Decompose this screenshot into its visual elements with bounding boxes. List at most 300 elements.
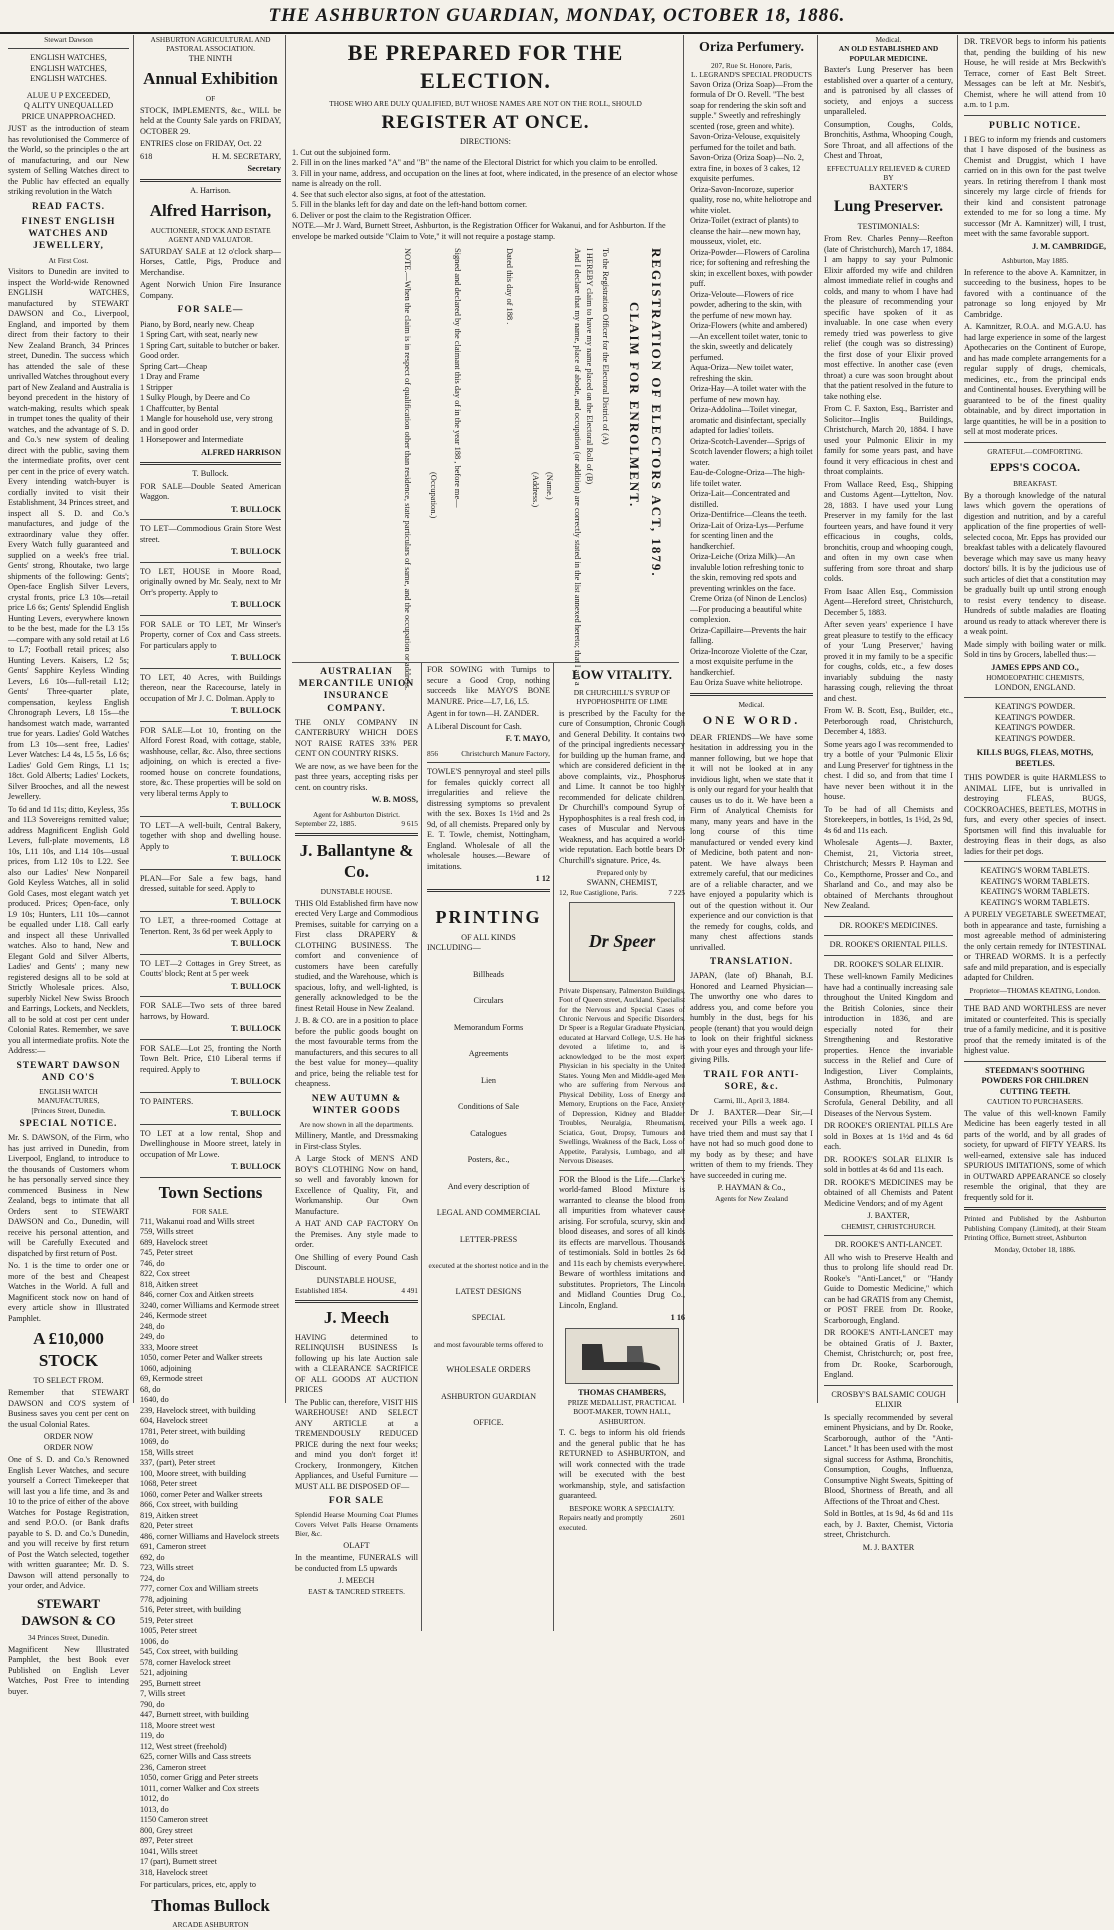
printing-letter: LETTER-PRESS — [459, 1234, 518, 1244]
harrison-sig: ALFRED HARRISON — [201, 447, 281, 457]
order-body: One of S. D. and Co.'s Renowned English Lever Watches, and secure yourself a Correct Timekeeper that will last you a life time, and 3s and 10 to the price of either of the above Watches for Postage Registration, and send P.O.O. (or Bank drafts payable to S. D. and Co.'s Dunedin, and you will receive by first return of Post the Watch selected, together with written guarantee; Mr. D. S. Dawson will attend personally to your order, and Advice. — [8, 1455, 129, 1591]
mayo-sig: F. T. MAYO, — [505, 734, 550, 744]
steedman-body: The value of this well-known Family Medicine has been eagerly tested in all parts of the world, and by all grades of society, for upward of FIFTY YEARS. Its well-earned, extensive sale has induced SPURIOUS IMITATIONS, some of which in OUTWARD APPEARANCE so closely resemble the original, that they are frequently sold for it. — [964, 1108, 1106, 1202]
test-2: From C. F. Saxton, Esq., Barrister and Solicitor—Inglis Buildings, Christchurch, March 20, 1884. I have used your Pulmonic Elixir in my family for some years past, and have found it very efficacious in chest and throat complaints. — [824, 404, 953, 477]
ballantyne-ref: 4 491 — [401, 1286, 418, 1296]
bullock-ad: FOR SALE—Lot 25, fronting the North Town Belt. Price, £10 Liberal terms if required. Apply to — [140, 1043, 281, 1074]
divider — [964, 1061, 1106, 1062]
section-item: 625, corner Wills and Cass streets — [140, 1752, 251, 1762]
section-item: 578, corner Havelock street — [140, 1657, 231, 1667]
vitality-prep: Prepared only by — [596, 868, 648, 878]
bullock-ads — [140, 482, 281, 1178]
worm-line: KEATING'S WORM TABLETS. — [980, 866, 1090, 876]
meech-olaf: OLAFT — [343, 1540, 370, 1550]
divider — [140, 721, 281, 722]
amc-date-line — [295, 819, 418, 828]
ballantyne-est: Established 1854. — [295, 1286, 348, 1296]
divider — [140, 615, 281, 616]
print-date: Monday, October 18, 1886. — [994, 1244, 1076, 1254]
trail-heading: TRAIL FOR ANTI-SORE, &c. — [703, 1069, 800, 1092]
oriza-item: Oriza-Flowers (white and ambered)—An excellent toilet water, tonic to the skin, sweetly and delicately perfumed. — [690, 321, 808, 362]
mayo-agent: Agent in for town—H. ZANDER. — [427, 709, 539, 719]
oriza-item: Oriza-Powder—Flowers of Carolina rice; for softening and refreshing the skin; in excellent boxes, with powder puff. — [690, 247, 813, 289]
section-item: 866, Cox street, with building — [140, 1500, 238, 1510]
ballantyne-stock: A Large Stock of MEN'S AND BOY'S CLOTHING Now on hand, so well and favorably known for Excellence of Quality, Fit, and Workmanship. Our Own Manufacture. — [295, 1154, 418, 1216]
thomas-bullock: Thomas Bullock — [151, 1895, 270, 1915]
printing-item: Posters, &c., — [467, 1155, 510, 1165]
section-item: 1640, do — [140, 1395, 169, 1405]
divider — [140, 996, 281, 997]
form-line-2: I HEREBY claim to have my name placed on the Electoral Roll of (B) — [585, 248, 594, 485]
direction-item: 4. See that such elector also signs, at foot of the attestation. — [292, 189, 486, 199]
trevor: DR. TREVOR begs to inform his patients that, pending the building of his new House, he will reside at Mrs Beckwith's Terrace, corner of East Belt Street. Messages can be left at Mr. Nesbit's, Chemist, where he will attend from 10 a.m. to 1 p.m. — [964, 37, 1106, 109]
sale-item: 1 Dray and Frame — [140, 372, 200, 381]
printing-item: Agreements — [468, 1049, 509, 1059]
sale-item: 1 Spring Cart, suitable to butcher or baker. Good order. — [140, 340, 280, 360]
bullock-sig: T. BULLOCK — [231, 1024, 281, 1033]
english-watches-3: ENGLISH WATCHES. — [30, 74, 107, 84]
bullock-ad: TO LET at a low rental, Shop and Dwellinghouse in Moore street, lately in occupation of Mr Lowe. — [140, 1128, 281, 1159]
section-item: 1011, corner Walker and Cox streets — [140, 1783, 259, 1793]
james-epps: JAMES EPPS AND CO., — [991, 662, 1079, 672]
section-item: 333, Moore street — [140, 1342, 198, 1352]
election-warn: THOSE WHO ARE DULY QUALIFIED, BUT WHOSE NAMES ARE NOT ON THE ROLL, SHOULD — [329, 99, 642, 109]
medical-heading: Medical. — [738, 699, 765, 709]
baxter-price: To be had of all Chemists and Storekeepers, in bottles, 1s 1½d, 2s 9d, 4s 6d and 11s each. — [824, 804, 953, 835]
keating-line: KEATING'S POWDER. — [994, 723, 1076, 733]
columns — [4, 35, 1110, 1930]
meech-forsale: FOR SALE — [328, 1496, 385, 1507]
trail-body: Dr J. BAXTER—Dear Sir,—I received your Pills a week ago. I have tried them and must say that I have not had so much good done to my body as by these; and have written of them to my friends. They have succeeded in curing me. — [690, 1107, 813, 1180]
section-item: 692, do — [140, 1552, 165, 1562]
bespoke: BESPOKE WORK A SPECIALTY. — [569, 1503, 675, 1513]
printing-list — [427, 970, 550, 1166]
oriza-item: Eau-de-Cologne-Oriza—The high-life toilet water. — [690, 468, 805, 488]
rooke-pills-price: DR ROOKE'S ORIENTAL PILLS Are sold in Boxes at 1s 1½d and 4s 6d each. — [824, 1121, 953, 1152]
section-item: 1050, corner Grigg and Peter streets — [140, 1773, 259, 1783]
bullock-ad: TO LET, 40 Acres, with Buildings thereon, near the Racecourse, lately in occupation of Mr J. C. Dolman. Apply to — [140, 672, 281, 703]
stewart-dawson-address: 34 Princes Street, Dunedin. — [27, 1633, 110, 1643]
bullock-ad: TO LET—2 Cottages in Grey Street, as Coutts' block; Rent at 5 per week — [140, 958, 281, 978]
breakfast: BREAKFAST. — [1013, 479, 1057, 489]
section-item: 897, Peter street — [140, 1836, 193, 1846]
section-item: 777, corner Cox and William streets — [140, 1584, 259, 1594]
section-item: 723, Wills street — [140, 1563, 194, 1573]
cambridge-sig: J. M. CAMBRIDGE, — [1032, 241, 1106, 251]
towle-body: TOWLE'S pennyroyal and steel pills for females quickly correct all irregularities and relieve the distressing symptoms so prevalent with the sex. Boxes 1s 1½d and 2s 9d, of all chemists. Prepared only by E. T. Towle, chemist, Nottingham, England. Wholesale of all the wholesale houses.—Beware of imitations. — [427, 767, 550, 871]
assoc-name: ASHBURTON AGRICULTURAL AND PASTORAL ASSOCIATION. — [150, 35, 271, 54]
divider — [140, 869, 281, 870]
baxter-sig: M. J. BAXTER — [862, 1542, 915, 1552]
section-item: 295, Burnett street — [140, 1678, 201, 1688]
sections-list — [140, 1217, 281, 1879]
oriza-title: Oriza Perfumery. — [699, 40, 804, 55]
section-item: 1060, corner Peter and Walker streets — [140, 1489, 263, 1499]
meech-body: HAVING determined to RELINQUISH BUSINESS Is following up his late Auction sale with a CLEARANCE SACRIFICE OF ALL GOODS AT AUCTION PRICES — [295, 1332, 418, 1395]
column-stewart-dawson — [4, 35, 134, 1696]
special-notice: SPECIAL NOTICE. — [19, 1119, 118, 1130]
ballantyne-est-line — [295, 1286, 418, 1295]
harrison-sale-list — [140, 320, 281, 446]
section-item: 1150 Cameron street — [140, 1815, 208, 1825]
printing-item: Memorandum Forms — [453, 1022, 524, 1032]
sale-item: 1 Chaffcutter, by Bental — [140, 403, 219, 413]
ballantyne-sub: DUNSTABLE HOUSE. — [320, 887, 393, 897]
steedman: STEEDMAN'S SOOTHING POWDERS FOR CHILDREN CUTTING TEETH. — [981, 1065, 1089, 1096]
section-item: 1005, Peter street — [140, 1626, 198, 1636]
column-local-ads — [136, 35, 286, 1930]
swann-line — [559, 888, 685, 897]
crosby-body: Is specially recommended by several eminent Physicians, and by Dr. Rooke, Scarborough, author of the "Anti-Lancet." It has been used with the most signal success for Asthma, Bronchitis, Consumption, Coughs, Influenza, Consumptive Night Sweats, Spitting of Blood, Shortness of Breath, and all Affections of the Throat and Chest. — [824, 1412, 953, 1506]
section-item: 778, adjoining — [140, 1594, 188, 1604]
divider — [140, 1039, 281, 1040]
oriza-item: Oriza-Addolina—Toilet vinegar, aromatic and disinfectant, specially adapted for ladies' toilets. — [690, 405, 806, 436]
section-item: 1006, do — [140, 1636, 169, 1646]
epps-made: Made simply with boiling water or milk. Sold in tins by Grocers, labelled thus:— — [964, 639, 1106, 660]
section-item: 822, Cox street — [140, 1269, 190, 1279]
sale-item: 1 Mangle for household use, very strong and in good order — [140, 414, 273, 434]
speer-body: Private Dispensary, Palmerston Buildings, Foot of Queen street, Auckland. Specialist for the Nervous and Special Cases of Chronic Nervous and Specific Disorders. Dr Speer is a Regular Graduate Physician, educated at Harvard College, U.S. He has devoted a lifetime to, and is acknowledged to be the most expert Physician in his specialty in the United States. Young Men and Middle-aged Men who are suffering from Nervous and Physical Debility, Loss of Energy and Memory, Eruptions on the Face, Anxiety of Depression, Kidney and Bladder Troubles, Neuralgia, Rheumatism, Sciatica, Gout, Dropsy, Tumours and Swellings, Weakness of the Back, Loss of Appetite, Paralysis, Lumbago, and all Nervous Diseases. — [559, 985, 685, 1166]
divider — [964, 999, 1106, 1000]
section-item: 118, Moore street west — [140, 1720, 215, 1730]
test-4: From Isaac Allen Esq., Commission Agent—Hereford street, Christchurch, December 5, 1883. — [824, 586, 953, 617]
bullock-sig: T. BULLOCK — [231, 981, 281, 991]
ballantyne-body: THIS Old Established firm have now erected Very Large and Commodious Premises, suitable for carrying on a First class DRAPERY & CLOTHING BUSINESS. The comfort and convenience of customers have been carefully studied, and the Warehouse, which is spacious, lofty, and well-lighted, is generally acknowledged to be the finest Retail House in New Zealand. — [295, 898, 418, 1013]
bullock-ad: TO LET, a three-roomed Cottage at Tenerton. Rent, 3s 6d per week Apply to — [140, 916, 281, 936]
epps-cocoa: EPPS'S COCOA. — [989, 460, 1080, 475]
baxter-cures: Consumption, Coughs, Colds, Bronchitis, Asthma, Whooping Cough, Sore Throat, and all affections of the Chest and Throat, — [824, 119, 953, 161]
mayo-body: FOR SOWING with Turnips to secure a Good Crop, nothing succeeds like MAYO'S BONE MANURE. Price—L7, L6, L5. — [427, 665, 550, 706]
english-watches-1: ENGLISH WATCHES, — [30, 53, 107, 63]
oriza-item: Oriza-Lait of Oriza-Lys—Perfume for scenting linen and the handkerchief. — [690, 520, 804, 551]
crosby: CROSBY'S BALSAMIC COUGH ELIXIR — [831, 1389, 946, 1410]
kills-bugs: KILLS BUGS, FLEAS, MOTHS, BEETLES. — [976, 748, 1094, 768]
section-item: 158, Wills street — [140, 1447, 194, 1457]
sale-item: 1 Horsepower and Intermediate — [140, 435, 244, 444]
town-for-sale: FOR SALE. — [192, 1207, 229, 1217]
printing-favour: and most favourable terms offered to — [433, 1339, 544, 1349]
anti-lancet: DR. ROOKE'S ANTI-LANCET. — [834, 1240, 943, 1250]
amc-body-2: We are now, as we have been for the past three years, accepting risks per cent. on country risks. — [295, 761, 418, 792]
oriza-address: 207, Rue St. Honore, Paris, — [711, 60, 792, 70]
printing-exec: executed at the shortest notice and in the — [428, 1261, 549, 1271]
worm-line: KEATING'S WORM TABLETS. — [980, 876, 1090, 886]
form-line-1: To the Registration Officer for the Electoral District of (A) — [601, 248, 610, 445]
firm-sub: ENGLISH WATCH MANUFACTURES, — [37, 1086, 100, 1106]
meech-sig: J. MEECH — [338, 1576, 375, 1586]
lung-preserver: Lung Preserver. — [833, 198, 944, 216]
bullock-ad: FOR SALE or TO LET, Mr Winser's Property, corner of Cox and Cass streets. For particulars apply to — [140, 619, 281, 650]
section-item: 745, Peter street — [140, 1248, 193, 1258]
oriza-item: Oriza-Lait—Concentrated and distilled. — [690, 489, 790, 509]
divider — [295, 833, 418, 836]
section-item: 604, Havelock street — [140, 1416, 208, 1426]
finest-heading: FINEST ENGLISH WATCHES AND JEWELLERY, — [21, 217, 116, 252]
bullock-sig: T. BULLOCK — [231, 896, 281, 906]
meech-funeral: In the meantime, FUNERALS will be conducted from L5 upwards — [295, 1553, 418, 1573]
section-item: 846, corner Cox and Aitken streets — [140, 1290, 254, 1300]
secretary: H. M. SECRETARY, — [211, 151, 281, 161]
printing-incl: INCLUDING— — [427, 943, 481, 953]
bullock-ad: FOR SALE—Double Seated American Waggon. — [140, 481, 281, 501]
read-facts: READ FACTS. — [31, 201, 106, 212]
translation: TRANSLATION. — [709, 957, 794, 968]
form-line-3: And I declare that my name, place of abode, and occupation (or addition) are correctly stated in the list annexed hereto; that I am a — [573, 248, 582, 686]
directions-list — [292, 148, 679, 243]
bullock-ad: FOR SALE—Lot 10, fronting on the Alford Forest Road, with cottage, stable, washhouse, cellar, &c. Also, three sections adjoining, on which is erected a five-roomed house on concrete foundations, store, &c. These properties will be sold on very liberal terms Apply to — [140, 725, 281, 798]
chambers-title: THOMAS CHAMBERS, — [578, 1387, 666, 1397]
jb-2: CHEMIST, CHRISTCHURCH. — [841, 1221, 936, 1231]
section-item: 516, Peter street, with building — [140, 1605, 241, 1615]
first-cost: At First Cost. — [48, 255, 89, 265]
bullock-sig: T. BULLOCK — [231, 547, 281, 556]
section-item: 246, Kermode street — [140, 1311, 207, 1321]
section-item: 545, Cox street, with building — [140, 1647, 238, 1657]
oriza-item: Oriza-Dentifrice—Cleans the teeth. — [690, 510, 807, 520]
section-item: 69, Kermode street — [140, 1374, 203, 1384]
chambers-sub: PRIZE MEDALLIST, PRACTICAL BOOT-MAKER, TOWN HALL, ASHBURTON. — [567, 1398, 677, 1426]
rooke-pills: DR. ROOKE'S ORIENTAL PILLS. — [829, 940, 948, 950]
section-item: 119, do — [140, 1731, 165, 1741]
epps-london: LONDON, ENGLAND. — [994, 682, 1076, 692]
test-7: Some years ago I was recommended to try a bottle of your 'Pulmonic Elixir and Lung Preserver' for tightness in the chest. I did so, and from that time I have never been without it in the house. — [824, 739, 953, 802]
anti-body: All who wish to Preserve Health and thus to prolong life should read Dr. Rooke's "Anti-Lancet," or "Handy Guide to Domestic Medicine," which can be had GRATIS from any Chemist, or POST FREE from Dr. Rooke, Scarborough, England. — [824, 1252, 953, 1325]
section-item: 790, do — [140, 1699, 165, 1709]
bullock-sig: T. BULLOCK — [231, 600, 281, 609]
ballantyne-hat: A HAT AND CAP FACTORY On the Premises. Any style made to order. — [295, 1219, 418, 1250]
subcol-printing — [424, 663, 554, 1631]
oriza-item: Oriza-Toilet (extract of plants) to cleanse the hair—new mown hay, mousseux, violet, etc. — [690, 216, 801, 247]
section-item: 112, West street (freehold) — [140, 1741, 227, 1751]
cambridge-date: Ashburton, May 1885. — [1001, 256, 1069, 266]
bullock-sig: T. BULLOCK — [231, 939, 281, 948]
bullock-sig: T. BULLOCK — [231, 706, 281, 715]
divider — [964, 697, 1106, 698]
price-line: PRICE UNAPPROACHED. — [21, 111, 116, 121]
printing-every: And every description of — [447, 1181, 530, 1191]
printing-ofall: OF ALL KINDS — [461, 932, 516, 942]
bullock-sig: T. BULLOCK — [231, 1077, 281, 1086]
bullock-sig: T. BULLOCK — [231, 1109, 281, 1118]
keating-proprietor: Proprietor—THOMAS KEATING, London. — [969, 985, 1101, 995]
firm-address: [Princes Street, Dunedin. — [31, 1105, 106, 1115]
anti-body-2: DR ROOKE'S ANTI-LANCET may be obtained Gratis of J. Baxter, Chemist, Christchurch; or, post free, from Dr. Rooke, Scarborough, England. — [824, 1328, 953, 1380]
firm-name: STEWART DAWSON AND CO'S — [16, 1060, 121, 1083]
bad-worthless: THE BAD AND WORTHLESS are never imitated or counterfeited. This is specially true of a family medicine, and it is positive proof that the remedy imitated is of the highest value. — [964, 1004, 1106, 1056]
direction-item: NOTE.—Mr J. Ward, Burnett Street, Ashburton, is the Registration Officer for Wakanui, and for Ashburton. If the envelope be marked outside "Claim to Vote," it will not require a postage stamp. — [292, 221, 666, 241]
printing-item: Billheads — [473, 969, 504, 979]
blood-ref: 1 16 — [670, 1313, 685, 1322]
oriza-item: Eau Oriza Suave white heliotrope. — [690, 678, 803, 688]
section-item: 1013, do — [140, 1804, 169, 1814]
divider — [140, 668, 281, 669]
public-notice: PUBLIC NOTICE. — [988, 120, 1082, 131]
printing-wholesale: WHOLESALE ORDERS — [446, 1365, 531, 1375]
section-item: 818, Aitken street — [140, 1279, 198, 1289]
ballantyne-body-2: J. B. & CO. are in a position to place before the public goods bought on the most favourable terms from the manufacturers, and this secures to all the best value for money—quality and price, being the reliable test for cheapness. — [295, 1016, 418, 1089]
test-3: From Wallace Reed, Esq., Shipping and Customs Agent—Lyttelton, Nov. 28, 1883. I have used your Lung Preserver in my family for the last fourteen years, and have found it very efficacious in coughs, colds, bronchitis, croup and whooping cough, and often in my own case when suffering from sore throat and sharp colds. — [824, 479, 953, 584]
crosby-sold: Sold in Bottles, at 1s 9d, 4s 6d and 11s each, by J. Baxter, Chemist, Victoria street, Christchurch. — [824, 1509, 953, 1540]
divider — [690, 693, 813, 696]
swann: SWANN, CHEMIST, — [586, 877, 658, 887]
section-item: 724, do — [140, 1573, 165, 1583]
column-baxter — [820, 35, 958, 1552]
oriza-item: Oriza-Savon-Incoroze, superior quality, rose no, white heliotrope and white violet. — [690, 184, 812, 215]
ad-ref: 618 — [140, 151, 153, 161]
notice-body-2: No. 1 is the time to order one or more of the best and Cheapest Watches in the World. A full and Magnificent stock now on hand of every article show in Illustrated Pamphlet. — [8, 1261, 129, 1323]
amc-title: AUSTRALIAN MERCANTILE UNION INSURANCE COMPANY. — [298, 667, 415, 714]
ah-heading: A. Harrison. — [190, 185, 231, 195]
old-established: AN OLD ESTABLISHED AND POPULAR MEDICINE. — [838, 44, 939, 63]
bullock-sig: T. BULLOCK — [231, 504, 281, 514]
printed-by: Printed and Published by the Ashburton Publishing Company (Limited), at their Steam Printing Office, Burnett street, Ashburton — [964, 1214, 1106, 1243]
section-item: 249, do — [140, 1332, 165, 1342]
baxter-eff: EFFECTUALLY RELIEVED & CURED BY — [826, 163, 951, 183]
worm-body: A PURELY VEGETABLE SWEETMEAT, both in appearance and taste, furnishing a most agreeable method of administering the only certain remedy for INTESTINAL or THREAD WORMS. It is a perfectly safe and mild preparation, and is especially adapted for Children. — [964, 910, 1106, 983]
direction-item: 6. Deliver or post the claim to the Registration Officer. — [292, 210, 472, 220]
value-line: ALUE U P EXCEEDED, — [26, 90, 111, 100]
dr-speer-logo: Dr Speer — [569, 902, 675, 982]
meech-items: Splendid Hearse Mourning Coat Plumes Covers Velvet Palls Hearse Ornaments Bier, &c. — [295, 1510, 418, 1539]
remember-text: Remember that STEWART DAWSON and CO'S system of Business saves you cent per cent on the usual Colonial Rates. — [8, 1388, 129, 1429]
ballantyne-new-2: Are now shown in all the departments. — [299, 1119, 414, 1129]
divider — [964, 861, 1106, 862]
oriza-item: Oriza-Incoroze Violette of the Czar, a most exquisite perfume in the handkerchief. — [690, 646, 808, 677]
hayman-sig-2: Agents for New Zealand — [715, 1193, 788, 1203]
section-item: 1012, do — [140, 1794, 169, 1804]
swann-ref: 7 225 — [668, 888, 685, 898]
section-item: 519, Peter street — [140, 1615, 193, 1625]
subcol-insurance — [292, 663, 422, 1631]
amc-body: THE ONLY COMPANY IN CANTERBURY WHICH DOES NOT RAISE RATES 33% PER CENT ON COUNTRY RISKS. — [295, 717, 418, 759]
divider — [824, 1235, 953, 1236]
divider — [964, 115, 1106, 116]
ballantyne-new: NEW AUTUMN & WINTER GOODS — [311, 1093, 402, 1116]
one-word: ONE WORD. — [702, 713, 801, 728]
tb-heading: T. Bullock. — [192, 469, 229, 478]
bullock-ad: TO LET—Commodious Grain Store West street. — [140, 524, 281, 544]
repairs-line — [559, 1513, 685, 1532]
oriza-item: Oriza-Leiche (Oriza Milk)—An invaluble lotion refreshing tonic to the skin, removing red spots and preventing wrinkles on the face. — [690, 552, 804, 593]
saturday-sale: SATURDAY SALE at 12 o'clock sharp—Horses, Cattle, Pigs, Produce and Merchandise. — [140, 246, 281, 277]
test-5: After seven years' experience I have great pleasure to testify to the efficacy of your 'Lung Preserver,' having proved it in my family to be a specific for coughs, colds, etc., a few doses invariably subduing the nasty harassing cough, relieving the throat and chest. — [824, 620, 953, 703]
section-item: 521, adjoining — [140, 1668, 188, 1678]
ninth: THE NINTH — [188, 53, 233, 63]
election-title: BE PREPARED FOR THE ELECTION. — [347, 40, 624, 94]
chambers-body: T. C. begs to inform his old friends and the general public that he has RETURNED to ASHBURTON, and will work connected with the trade will be executed with the best workmanship, style, and satisfaction guaranteed. — [559, 1428, 685, 1501]
section-item: 236, Cameron street — [140, 1762, 207, 1772]
oriza-item: Savon Oriza (Oriza Soap)—From the formula of Dr O. Revell. "The best soap for rendering the skin soft and supple." Sweetly and refreshingly scented (rose, green and white). — [690, 79, 813, 131]
intro-text: JUST as the introduction of steam has revolutionised the Commerce of the World, so the principles o the art of manufacturing, and our New system of Selling Watches direct to the Public hav effected an equally striking revolution in the Watch — [8, 124, 129, 197]
keating-line: KEATING'S POWDER. — [994, 702, 1076, 712]
sections-foot: For particulars, prices, etc, apply to — [140, 1880, 256, 1890]
kamnitzer-2: A. Kamnitzer, R.O.A. and M.G.A.U. has had large experience in some of the largest Apothecaries on the Continent of Europe, and has made complete arrangements for a regular supply of drugs, chemicals, medicines, etc., from the principal ends and Continental houses. Everything will be guaranteed to be of the finest quality obtainable, and by direct importation in large quantities, he will be in a position to sell at most moderate prices. — [964, 322, 1106, 437]
oriza-sub: L. LEGRAND'S SPECIAL PRODUCTS — [691, 70, 812, 80]
printing-office-2: OFFICE. — [473, 1418, 504, 1428]
trail-date: Carmi, Ill., April 3, 1884. — [713, 1096, 790, 1106]
jb: J. BAXTER, — [867, 1211, 910, 1221]
section-item: 819, Aitken street — [140, 1510, 198, 1520]
amc-ref: 9 615 — [401, 819, 418, 829]
auctioneer-line: AUCTIONEER, STOCK AND ESTATE AGENT AND VALUATOR. — [150, 225, 271, 245]
notice-body: Mr. S. DAWSON, of the Firm, who has just arrived in Dunedin, from Liverpool, England, to introduce to the thousands of Customers whom he has personally served since they commenced Business in New Zealand, begs to intimate that all Orders sent to STEWART DAWSON and Co., Dunedin, will receive his personal attention, and will be Carefully Executed and dispatched by first return of Post. — [8, 1133, 129, 1258]
printing-special: SPECIAL — [471, 1313, 506, 1323]
blood-body: FOR the Blood is the Life.—Clarke's world-famed Blood Mixture is warranted to cleanse the blood from all impurities from whatever cause arising. For scrofula, scurvy, skin and blood diseases, and sores of all kinds its effects are marvellous. Thousands of testimonials. Sold in bottles 2s 6d and 11s each by chemists everywhere. Beware of worthless imitations and substitutes. Proprietors, The Lincoln and Midland Counties Drug Co., Lincoln, England. — [559, 1174, 685, 1310]
baxter-body: Baxter's Lung Preserver has been established over a quarter of a century, and is patronised by all classes of society, and enjoys a success unparalleled. — [824, 65, 953, 117]
order-now-1: ORDER NOW — [43, 1432, 94, 1442]
test-1: From Rev. Charles Penny—Reefton (late of Christchurch), March 17, 1884. I am happy to say your Pulmonic Elixir afforded my wife and children almost immediate relief in coughs and colds, and many to whom I have had the pleasure of recommending your specific have spoken of it as invaluable. In one case when every remedy tried was powerless to give relief (the cough was so distressing) the first dose of your Elixir proved most effective. In another case (even throat) a cure was soon brought about that the patient resolved in the future to take nothing else. — [824, 234, 953, 401]
divider — [140, 1124, 281, 1125]
meech-sig-2: EAST & TANCRED STREETS. — [308, 1586, 405, 1596]
stewart-dawson-big: STEWART DAWSON & CO — [21, 1595, 116, 1628]
ballantyne-house: DUNSTABLE HOUSE, — [316, 1275, 397, 1285]
section-item: 800, Grey street — [140, 1825, 193, 1835]
section-item: 248, do — [140, 1321, 165, 1331]
divider — [964, 442, 1106, 443]
bullock-ad: TO LET, HOUSE in Moore Road, originally owned by Mr. Sealy, next to Mr Orr's property. Apply to — [140, 566, 281, 597]
section-item: 318, Havelock street — [140, 1867, 208, 1877]
lower-election-col — [292, 663, 685, 1631]
oriza-list — [690, 80, 813, 689]
alfred-harrison: Alfred Harrison, — [149, 201, 272, 221]
divider — [824, 1385, 953, 1386]
form-line-6: NOTE.—When the claim is in respect of qualification other than residence, state particulars of same, and the occupation or address. — [403, 248, 412, 691]
entries-close: ENTRIES close on FRIDAY, Oct. 22 — [140, 139, 262, 149]
form-field-address: (Address.) — [531, 472, 540, 508]
section-item: 17 (part), Burnett street — [140, 1857, 217, 1867]
divider — [824, 935, 953, 936]
direction-item: 5. Fill in the blanks left for day and date on the left-hand bottom corner. — [292, 200, 528, 210]
section-item: 711, Wakanui road and Wills street — [140, 1216, 255, 1226]
secretary-title: Secretary — [247, 164, 281, 174]
directions-heading: DIRECTIONS: — [460, 137, 511, 147]
oriza-item: Aqua-Oriza—New toilet water, refreshing the skin. — [690, 363, 794, 383]
rooke-elixir: DR. ROOKE'S SOLAR ELIXIR. — [833, 959, 944, 969]
test-6: From W. B. Scott, Esq., Builder, etc., Peterborough road, Christchurch, December 4, 1883. — [824, 706, 953, 737]
printing-latest: LATEST DESIGNS — [455, 1286, 522, 1296]
swann-address: 12, Rue Castiglione, Paris. — [559, 888, 638, 898]
col1-top: Stewart Dawson — [44, 35, 93, 44]
direction-item: 3. Fill in your name, address, and occupation on the lines at foot, where indicated, in the presence of an elector whose name is already on the roll. — [292, 168, 678, 189]
section-item: 746, do — [140, 1258, 165, 1268]
printing-legal: LEGAL AND COMMERCIAL — [436, 1208, 541, 1218]
section-item: 1068, Peter street — [140, 1479, 198, 1489]
section-item: 68, do — [140, 1384, 161, 1394]
mayo-disc: A Liberal Discount for Cash. — [427, 721, 522, 731]
public-body: I BEG to inform my friends and customers that I have disposed of the business as Chemist and Druggist, which I have carried on in this own for the past twelve years. In retiring therefrom I thank most sincerely my large circle of friends for their kind and consistent patronage extended to me for so long a time. My successor (Mr A. Kamnitzer) will, I trust, meet with the same favorable support. — [964, 134, 1106, 239]
column-notices — [960, 35, 1110, 1403]
repairs: Repairs neatly and promptly executed. — [559, 1513, 643, 1532]
sale-item: 1 Spring Cart, with seat, nearly new — [140, 330, 258, 339]
section-item: 486, corner Williams and Havelock streets — [140, 1531, 280, 1541]
section-item: 689, Havelock street — [140, 1237, 208, 1247]
rooke-both: DR. ROOKE'S MEDICINES may be obtained of all Chemists and Patent Medicine Vendors; and of my Agent — [824, 1177, 953, 1208]
one-word-body: DEAR FRIENDS—We have some hesitation in addressing you in the manner following, but we hope that it will not be looked at in any invidious light, when we state that it is only our regard for your health that causes us to do it. We have been a Firm of Analytical Chemists for many, many years and have in the long course of this time manufactured or vended every kind of Medicine, both patent and non-patent. We have always been extremely careful, that our medicines are of a reliable character, and we have enjoyed a popularity which is out of the question without it. Our experience and our conviction is that the remedy for coughs, colds, and many chest affections stands unrivalled. — [690, 732, 814, 952]
keating-list — [964, 702, 1106, 744]
worm-line: KEATING'S WORM TABLETS. — [980, 897, 1090, 907]
rooke-elixir-price: DR. ROOKE'S SOLAR ELIXIR Is sold in bottles at 4s 6d and 11s each. — [824, 1154, 953, 1175]
form-line-5: Signed and declared by the claimant this day of in the year 188 , before me— — [453, 248, 462, 508]
ballantyne-title: J. Ballantyne & Co. — [299, 840, 414, 882]
sale-item: 1 Stripper — [140, 382, 173, 392]
oriza-item: Oriza-Veloute—Flowers of rice powder, adhering to the skin, with the perfume of new mown hay. — [690, 289, 802, 320]
section-item: 1060, adjoining — [140, 1363, 192, 1373]
arcade: ARCADE ASHBURTON — [172, 1920, 249, 1930]
translation-body: JAPAN, (late of) Bhanah, B.I. Honored and Learned Physician—The unworthy one who dares to address you, and come before you humbly in the dust, begs for his people (tenant) that you would deign to look on their frightful sickness with your eyes and through your life-giving Pills. — [690, 971, 813, 1065]
bullock-sig: T. BULLOCK — [231, 854, 281, 863]
oriza-item: Oriza-Hay—A toilet water with the perfume of new mown hay. — [690, 384, 806, 404]
insurance-agent: Agent Norwich Union Fire Insurance Company. — [140, 280, 281, 300]
